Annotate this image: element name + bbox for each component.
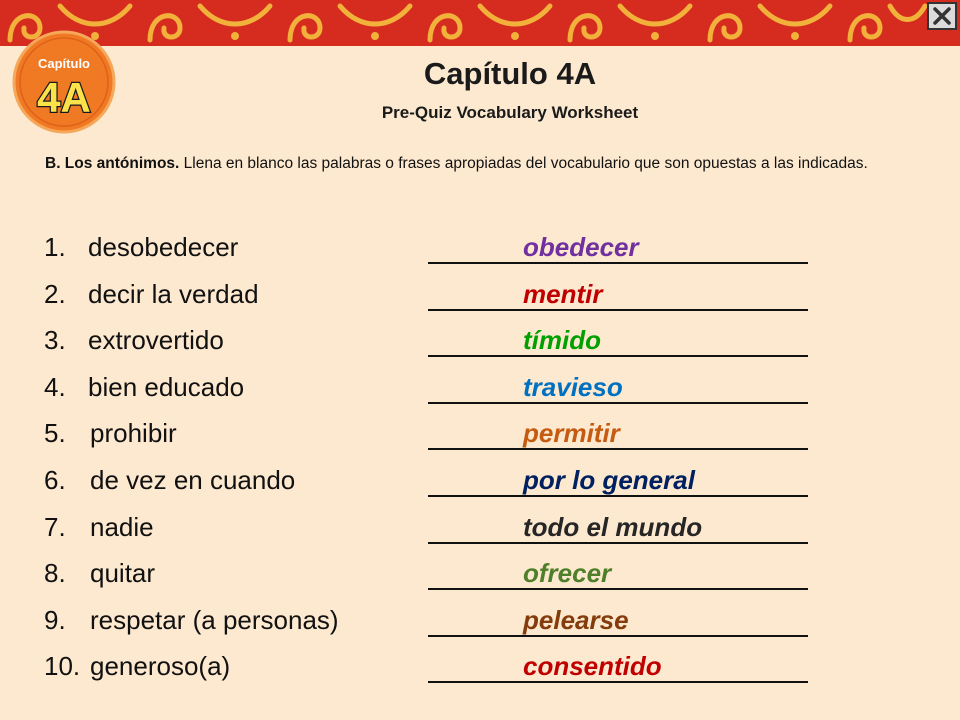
list-item: [44, 645, 844, 692]
answer-line: [428, 588, 808, 590]
close-icon: [932, 6, 952, 26]
item-answer: travieso: [523, 371, 623, 402]
ornament-pattern: [0, 0, 960, 46]
item-prompt: extrovertido: [88, 325, 224, 356]
instructions-label: B. Los antónimos.: [45, 155, 180, 172]
item-answer: obedecer: [523, 232, 639, 262]
item-number: 4.: [44, 371, 66, 402]
badge-code: 4A: [37, 74, 91, 121]
list-item: [44, 506, 844, 553]
instructions-text: Llena en blanco las palabras o frases apropiadas del vocabulario que son opuestas a las indicadas.: [179, 155, 868, 172]
page-subtitle: Pre-Quiz Vocabulary Worksheet: [381, 103, 639, 122]
item-prompt: decir la verdad: [88, 278, 259, 309]
item-answer: tímido: [523, 325, 601, 356]
list-item: [44, 366, 844, 413]
list-item: [44, 273, 844, 320]
item-answer: permitir: [523, 418, 620, 449]
item-prompt: generoso(a): [90, 651, 231, 682]
list-item: [44, 412, 844, 459]
item-number: 6.: [44, 464, 66, 495]
item-prompt: de vez en cuando: [90, 464, 296, 495]
item-number: 2.: [44, 278, 66, 309]
item-answer: todo el mundo: [523, 511, 703, 542]
badge-word: Capítulo: [38, 56, 90, 71]
item-answer: consentido: [523, 651, 662, 682]
list-item: [44, 599, 844, 646]
item-answer: mentir: [523, 278, 603, 309]
item-prompt: respetar (a personas): [90, 604, 339, 635]
page-title: Capítulo 4A: [423, 56, 597, 91]
instructions: [45, 150, 885, 178]
item-number: 7.: [44, 511, 66, 542]
item-number: 9.: [44, 604, 66, 635]
item-prompt: prohibir: [90, 418, 177, 449]
item-answer: pelearse: [523, 604, 629, 635]
item-number: 8.: [44, 558, 66, 589]
list-item: [44, 459, 844, 506]
answer-line: [428, 355, 808, 357]
item-answer: ofrecer: [523, 558, 612, 589]
item-prompt: bien educado: [88, 371, 245, 402]
item-prompt: desobedecer: [88, 232, 239, 262]
item-number: 3.: [44, 325, 66, 356]
vocabulary-list: [44, 226, 844, 692]
item-number: 5.: [44, 418, 66, 449]
list-item: [44, 552, 844, 599]
item-prompt: nadie: [90, 511, 154, 542]
decorative-banner: [0, 0, 960, 46]
item-number: 10.: [44, 651, 81, 682]
close-button[interactable]: [927, 2, 957, 30]
item-prompt: quitar: [90, 558, 156, 589]
list-item: [44, 319, 844, 366]
item-answer: por lo general: [523, 464, 695, 495]
item-number: 1.: [44, 232, 66, 262]
answer-line: [428, 309, 808, 311]
list-item: [44, 226, 844, 273]
